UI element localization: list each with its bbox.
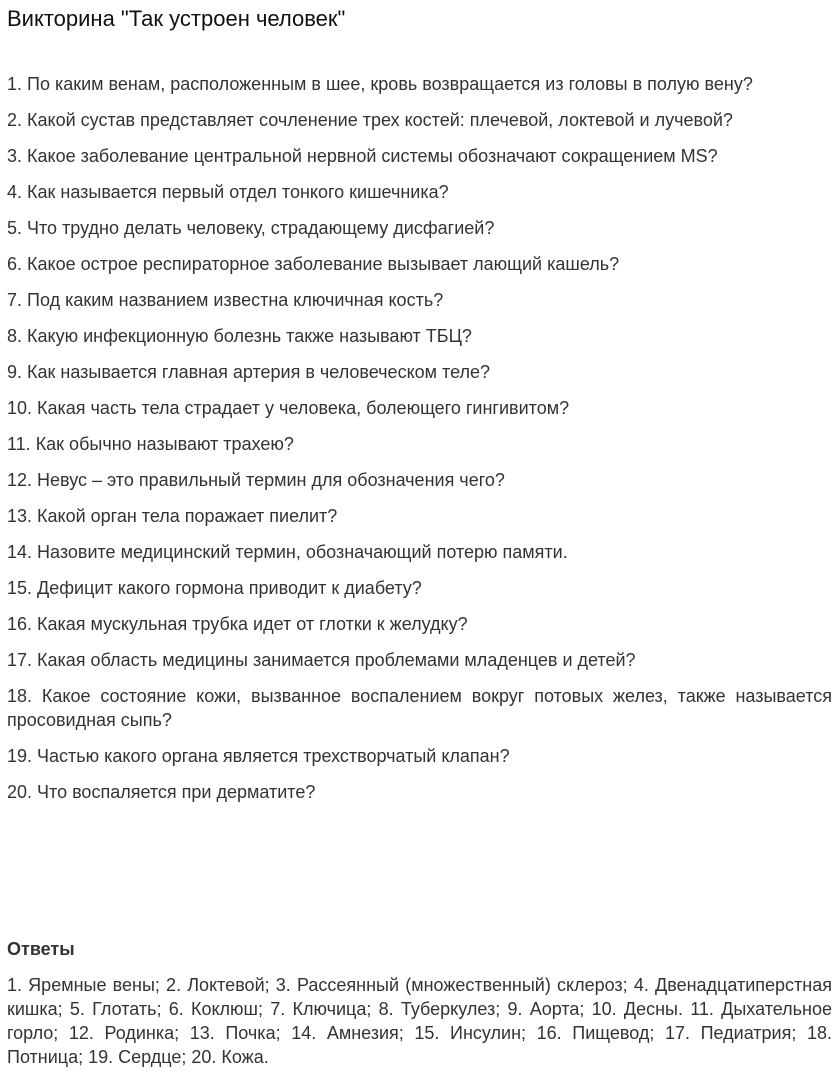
question-item: 8. Какую инфекционную болезнь также называют ТБЦ? bbox=[7, 326, 472, 346]
question-item: 7. Под каким названием известна ключичная кость? bbox=[7, 290, 444, 310]
question-item: 1. По каким венам, расположенным в шее, кровь возвращается из головы в полую вену? bbox=[7, 74, 753, 94]
question-item: 2. Какой сустав представляет сочленение трех костей: плечевой, локтевой и лучевой? bbox=[7, 110, 733, 130]
question-item: 4. Как называется первый отдел тонкого кишечника? bbox=[7, 182, 449, 202]
answers-text: 1. Яремные вены; 2. Локтевой; 3. Рассеянный (множественный) склероз; 4. Двенадцатиперстная кишка; 5. Глотать; 6. Коклюш; 7. Ключица; 8. Туберкулез; 9. Аорта; 10. Десны. 11. Дыхательное горло; 12. Родинка; 13. Почка; 14. Амнезия; 15. Инсулин; 16. Пищевод; 17. Педиатрия; 18. Потница; 19. Сердце; 20. Кожа. bbox=[7, 975, 832, 1067]
question-item: 9. Как называется главная артерия в человеческом теле? bbox=[7, 362, 491, 382]
question-item: 18. Какое состояние кожи, вызванное воспалением вокруг потовых желез, также называется просовидная сыпь? bbox=[7, 686, 832, 730]
question-item: 12. Невус – это правильный термин для обозначения чего? bbox=[7, 470, 505, 490]
question-item: 3. Какое заболевание центральной нервной системы обозначают сокращением MS? bbox=[7, 146, 718, 166]
question-item: 6. Какое острое респираторное заболевание вызывает лающий кашель? bbox=[7, 254, 620, 274]
question-item: 11. Как обычно называют трахею? bbox=[7, 434, 294, 454]
question-item: 13. Какой орган тела поражает пиелит? bbox=[7, 506, 338, 526]
question-item: 19. Частью какого органа является трехстворчатый клапан? bbox=[7, 746, 510, 766]
question-list bbox=[7, 72, 832, 816]
question-item: 15. Дефицит какого гормона приводит к диабету? bbox=[7, 578, 422, 598]
question-item: 10. Какая часть тела страдает у человека, болеющего гингивитом? bbox=[7, 398, 570, 418]
page-title: Викторина "Так устроен человек" bbox=[7, 6, 346, 31]
question-item: 20. Что воспаляется при дерматите? bbox=[7, 782, 316, 802]
question-item: 5. Что трудно делать человеку, страдающему дисфагией? bbox=[7, 218, 495, 238]
answers-heading: Ответы bbox=[7, 939, 75, 959]
question-item: 16. Какая мускульная трубка идет от глотки к желудку? bbox=[7, 614, 468, 634]
question-item: 14. Назовите медицинский термин, обозначающий потерю памяти. bbox=[7, 542, 568, 562]
question-item: 17. Какая область медицины занимается проблемами младенцев и детей? bbox=[7, 650, 636, 670]
